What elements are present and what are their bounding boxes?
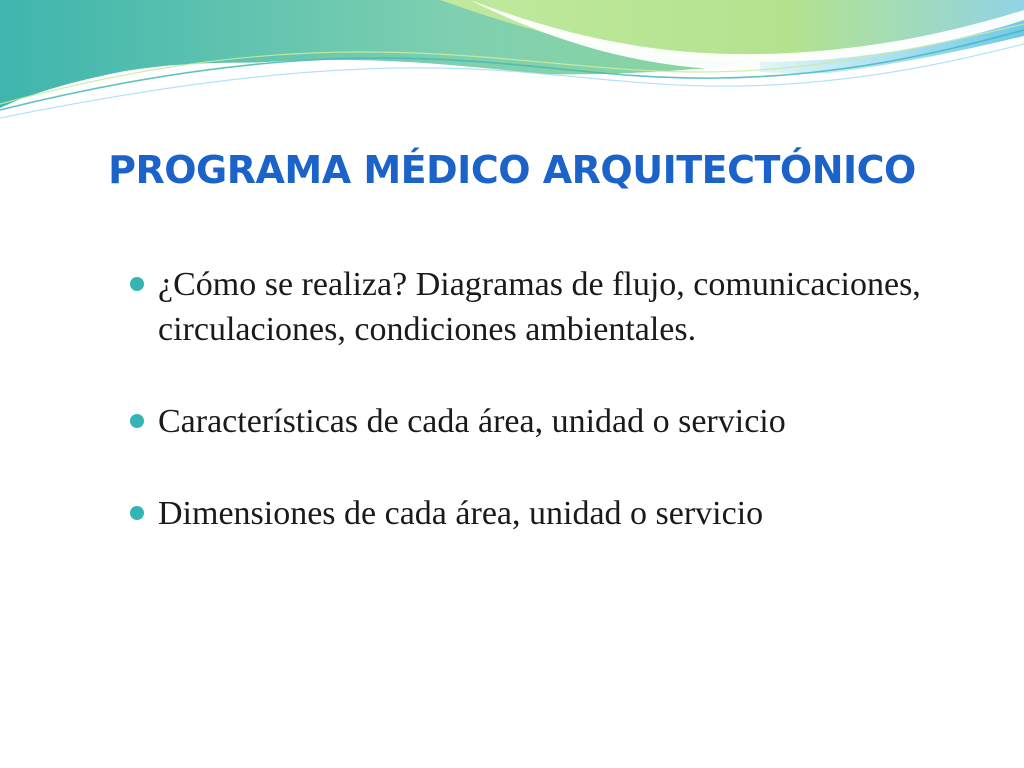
slide-title: PROGRAMA MÉDICO ARQUITECTÓNICO xyxy=(108,148,916,192)
bullet-text: ¿Cómo se realiza? Diagramas de flujo, comunicaciones, circulaciones, condiciones ambientales. xyxy=(158,266,921,348)
bullet-text: Dimensiones de cada área, unidad o servicio xyxy=(158,495,764,532)
bullet-dot-icon xyxy=(130,506,144,520)
header-wave-decoration xyxy=(0,0,1024,130)
bullet-item xyxy=(128,399,968,444)
bullet-text: Características de cada área, unidad o servicio xyxy=(158,403,786,440)
bullet-dot-icon xyxy=(130,414,144,428)
bullet-item xyxy=(128,491,968,536)
bullet-dot-icon xyxy=(130,277,144,291)
bullet-list xyxy=(128,262,968,536)
bullet-item xyxy=(128,262,968,352)
